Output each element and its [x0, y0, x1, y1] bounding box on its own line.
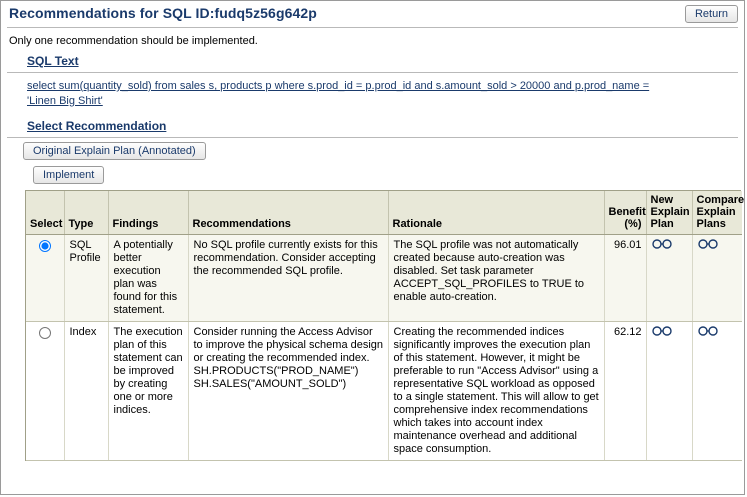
column-header-recommendations: Recommendations [188, 191, 388, 235]
title-row [1, 1, 744, 23]
glasses-icon[interactable] [652, 239, 672, 249]
row-type: Index [64, 322, 108, 461]
implement-button[interactable]: Implement [33, 166, 104, 184]
row-recommendations: No SQL profile currently exists for this recommendation. Consider accepting the recommended SQL profile. [188, 235, 388, 322]
row-select-cell [26, 322, 64, 461]
row-findings: A potentially better execution plan was found for this statement. [108, 235, 188, 322]
original-explain-plan-button[interactable]: Original Explain Plan (Annotated) [23, 142, 206, 160]
page-title: Recommendations for SQL ID:fudq5z56g642p [9, 5, 317, 21]
column-header-compare-explain-plans [692, 191, 745, 235]
row-compare-plans-cell[interactable] [692, 322, 742, 461]
compare-header-line-3: Plans [696, 218, 726, 230]
original-plan-toolbar [1, 138, 744, 162]
sql-text-link[interactable] [1, 73, 744, 113]
row-new-explain-plan-cell[interactable] [646, 235, 692, 322]
sql-text-line-1: select sum(quantity_sold) from sales s, products p where s.prod_id = p.prod_id and s.amount_sold > 20000 and p.prod_name = [27, 80, 650, 92]
compare-header-line-1: Compare [696, 194, 745, 206]
column-header-select: Select [26, 191, 64, 235]
benefit-header-line-2: (%) [624, 218, 642, 230]
new-plan-header-line-2: Explain [650, 206, 690, 218]
table-header-row [26, 191, 742, 235]
implement-toolbar [1, 162, 744, 188]
row-rationale: Creating the recommended indices significantly improves the execution plan of this statement. However, it might be preferable to run "Access Advisor" using a representative SQL workload as opposed to a single statement. This will allow to get comprehensive index recommendations which takes into account index maintenance overhead and additional space consumption. [388, 322, 604, 461]
row-benefit: 62.12 [604, 322, 646, 461]
column-header-findings: Findings [108, 191, 188, 235]
select-radio-sql-profile[interactable] [39, 240, 51, 252]
column-header-rationale: Rationale [388, 191, 604, 235]
glasses-icon[interactable] [652, 326, 672, 336]
row-new-explain-plan-cell[interactable] [646, 322, 692, 461]
glasses-icon[interactable] [698, 239, 718, 249]
recommendations-table-wrap [25, 190, 745, 461]
new-plan-header-line-1: New [650, 194, 674, 206]
row-findings: The execution plan of this statement can be improved by creating one or more indices. [108, 322, 188, 461]
row-benefit: 96.01 [604, 235, 646, 322]
column-header-benefit [604, 191, 646, 235]
return-button[interactable]: Return [685, 5, 738, 23]
row-compare-plans-cell[interactable] [692, 235, 742, 322]
sql-text-line-2: 'Linen Big Shirt' [27, 95, 103, 107]
select-recommendation-heading: Select Recommendation [27, 119, 167, 133]
table-row [26, 235, 742, 322]
benefit-header-line-1: Benefit [608, 206, 646, 218]
row-select-cell [26, 235, 64, 322]
select-radio-index[interactable] [39, 327, 51, 339]
column-header-type: Type [64, 191, 108, 235]
sql-text-heading: SQL Text [27, 54, 79, 68]
recommendations-table [26, 191, 745, 461]
recommendation-note: Only one recommendation should be implemented. [9, 35, 258, 47]
glasses-icon[interactable] [698, 326, 718, 336]
new-plan-header-line-3: Plan [650, 218, 674, 230]
compare-header-line-2: Explain [696, 206, 736, 218]
row-rationale: The SQL profile was not automatically created because auto-creation was disabled. Set task parameter ACCEPT_SQL_PROFILES to TRUE to enable auto-creation. [388, 235, 604, 322]
column-header-new-explain-plan [646, 191, 692, 235]
table-row [26, 322, 742, 461]
row-type: SQL Profile [64, 235, 108, 322]
row-recommendations: Consider running the Access Advisor to improve the physical schema design or creating the recommended index. SH.PRODUCTS("PROD_NAME") SH.SALES("AMOUNT_SOLD") [188, 322, 388, 461]
